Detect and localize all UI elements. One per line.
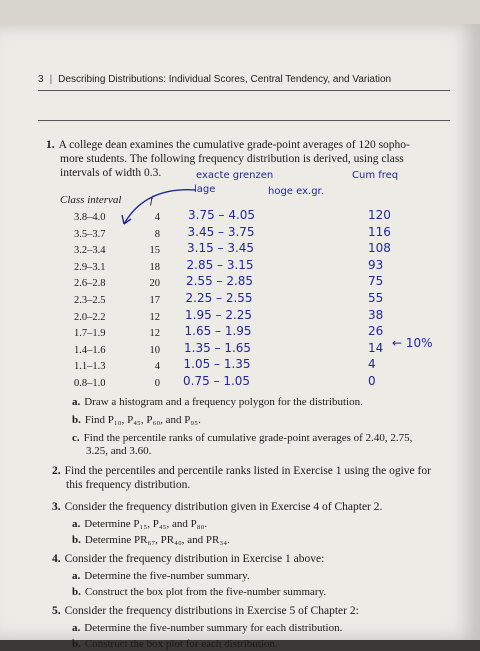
- part-label: b.: [72, 638, 81, 650]
- part-text: Determine the five-number summary for each distribution.: [84, 622, 343, 634]
- handwritten-exact-bound: 2.55 – 2.85: [186, 274, 254, 289]
- page-number: 3: [38, 74, 44, 85]
- part-label: a.: [72, 518, 81, 530]
- exercise-4-part-b: [72, 586, 326, 599]
- exercise-3: [52, 500, 447, 514]
- handwritten-cumulative-frequency: 93: [368, 257, 384, 272]
- exercise-4-part-a: [72, 570, 250, 583]
- exercise-number: 4.: [52, 553, 61, 565]
- table-cell-interval: 2.6–2.8: [74, 278, 106, 290]
- table-cell-frequency: 15: [149, 245, 160, 257]
- part-text: Draw a histogram and a frequency polygon for the distribution.: [84, 396, 363, 408]
- table-cell-frequency: 12: [149, 311, 160, 323]
- table-cell-interval: 0.8–1.0: [74, 378, 106, 389]
- part-text: Construct the box plot for each distribution.: [84, 638, 278, 650]
- handwritten-header-lage: lage: [194, 184, 216, 195]
- exercise-line: more students. The following frequency distribution is derived, using class: [60, 153, 404, 165]
- part-text: Construct the box plot from the five-number summary.: [84, 586, 327, 598]
- handwritten-exact-bound: 1.35 – 1.65: [184, 340, 252, 355]
- table-cell-frequency: 20: [149, 278, 160, 290]
- handwritten-cumulative-frequency: 120: [368, 208, 391, 222]
- part-label: a.: [72, 396, 81, 408]
- exercise-4: [52, 552, 447, 566]
- exercise-1-part: [72, 414, 447, 427]
- handwritten-exact-bound: 0.75 – 1.05: [183, 374, 251, 388]
- exercise-line: A college dean examines the cumulative grade-point averages of 120 sopho-: [58, 139, 410, 151]
- exercise-1-part: [72, 396, 447, 409]
- part-text: Determine the five-number summary.: [84, 570, 250, 582]
- part-text: 3.25, and 3.60.: [86, 445, 152, 457]
- handwritten-exact-bound: 2.25 – 2.55: [185, 291, 253, 305]
- table-cell-interval: 3.2–3.4: [74, 245, 106, 257]
- table-cell-frequency: 17: [149, 295, 160, 306]
- book-page: [0, 24, 480, 650]
- table-cell-interval: 3.8–4.0: [74, 212, 106, 223]
- exercise-number: 5.: [52, 605, 61, 617]
- section-rule: [38, 120, 450, 121]
- exercise-line: this frequency distribution.: [66, 479, 191, 491]
- header-rule: [38, 90, 450, 91]
- table-cell-interval: 1.1–1.3: [74, 361, 106, 373]
- table-cell-interval: 3.5–3.7: [74, 228, 106, 240]
- table-cell-frequency: 4: [154, 212, 160, 223]
- part-text: Determine PR₆₇, PR₄₀, and PR₃₄.: [84, 534, 230, 546]
- handwritten-cumulative-frequency: 38: [368, 307, 384, 322]
- exercise-line: Consider the frequency distribution given in Exercise 4 of Chapter 2.: [64, 501, 383, 513]
- exercise-line: Consider the frequency distribution in Exercise 1 above:: [64, 553, 325, 565]
- handwritten-exact-bound: 2.85 – 3.15: [186, 257, 254, 272]
- handwritten-exact-bound: 1.65 – 1.95: [184, 324, 252, 339]
- table-cell-frequency: 10: [149, 344, 160, 356]
- handwritten-cumulative-frequency: 116: [368, 224, 391, 239]
- handwritten-annotation: ← 10%: [392, 336, 433, 350]
- column-header-frequency: f: [150, 194, 154, 206]
- exercise-3-part-b: [72, 534, 230, 547]
- handwritten-exact-bound: 3.15 – 3.45: [187, 241, 255, 256]
- handwritten-cumulative-frequency: 26: [368, 324, 384, 339]
- handwritten-cumulative-frequency: 108: [368, 241, 391, 256]
- exercise-line: Consider the frequency distributions in Exercise 5 of Chapter 2:: [64, 605, 359, 617]
- exercise-line: intervals of width 0.3.: [60, 167, 162, 179]
- exercise-1-part: [72, 432, 447, 458]
- handwritten-cumulative-frequency: 0: [368, 374, 376, 388]
- chapter-title: Describing Distributions: Individual Scores, Central Tendency, and Variation: [58, 74, 392, 85]
- handwritten-cumulative-frequency: 75: [368, 274, 384, 289]
- running-header: 3 | Describing Distributions: Individual Scores, Central Tendency, and Variation: [38, 74, 392, 85]
- table-cell-frequency: 0: [154, 378, 160, 389]
- part-label: a.: [72, 622, 81, 634]
- exercise-number: 2.: [52, 465, 61, 477]
- table-cell-interval: 2.9–3.1: [74, 261, 106, 273]
- exercise-line: Find the percentiles and percentile ranks listed in Exercise 1 using the ogive for: [64, 465, 431, 477]
- handwritten-exact-bound: 1.05 – 1.35: [183, 357, 251, 372]
- table-cell-interval: 2.3–2.5: [74, 295, 106, 306]
- exercise-5-part-a: [72, 622, 342, 635]
- part-text: Find P₁₀, P₄₅, P₆₀, and P₉₅.: [84, 414, 201, 426]
- handwritten-header-exact: exacte grenzen: [196, 170, 274, 181]
- exercise-number: 3.: [52, 501, 61, 513]
- table-cell-frequency: 8: [154, 228, 160, 240]
- handwritten-exact-bound: 1.95 – 2.25: [185, 307, 253, 322]
- part-label: a.: [72, 570, 81, 582]
- part-text: Find the percentile ranks of cumulative grade-point averages of 2.40, 2.75,: [83, 432, 413, 444]
- handwritten-header-hoge: hoge ex.gr.: [268, 186, 324, 197]
- handwritten-header-cumfreq: Cum freq: [352, 170, 399, 181]
- handwritten-cumulative-frequency: 14: [368, 340, 384, 355]
- handwritten-exact-bound: 3.45 – 3.75: [187, 224, 255, 239]
- table-cell-frequency: 12: [149, 328, 160, 340]
- table-cell-frequency: 4: [154, 361, 160, 373]
- column-header-interval: Class interval: [60, 194, 122, 206]
- exercise-5: [52, 604, 447, 618]
- handwritten-cumulative-frequency: 55: [368, 291, 384, 305]
- handwritten-cumulative-frequency: 4: [368, 357, 376, 372]
- part-label: b.: [72, 586, 81, 598]
- exercise-number: 1.: [46, 139, 55, 151]
- part-label: c.: [72, 432, 80, 444]
- part-label: b.: [72, 414, 81, 426]
- table-cell-interval: 1.7–1.9: [74, 328, 106, 340]
- table-cell-interval: 2.0–2.2: [74, 311, 106, 323]
- table-cell-interval: 1.4–1.6: [74, 344, 106, 356]
- handwritten-exact-bound: 3.75 – 4.05: [188, 208, 256, 222]
- part-label: b.: [72, 534, 81, 546]
- table-cell-frequency: 18: [149, 261, 160, 273]
- exercise-2: [52, 464, 447, 492]
- exercise-3-part-a: [72, 518, 207, 531]
- part-text: Determine P₁₅, P₄₅, and P₈₀.: [84, 518, 208, 530]
